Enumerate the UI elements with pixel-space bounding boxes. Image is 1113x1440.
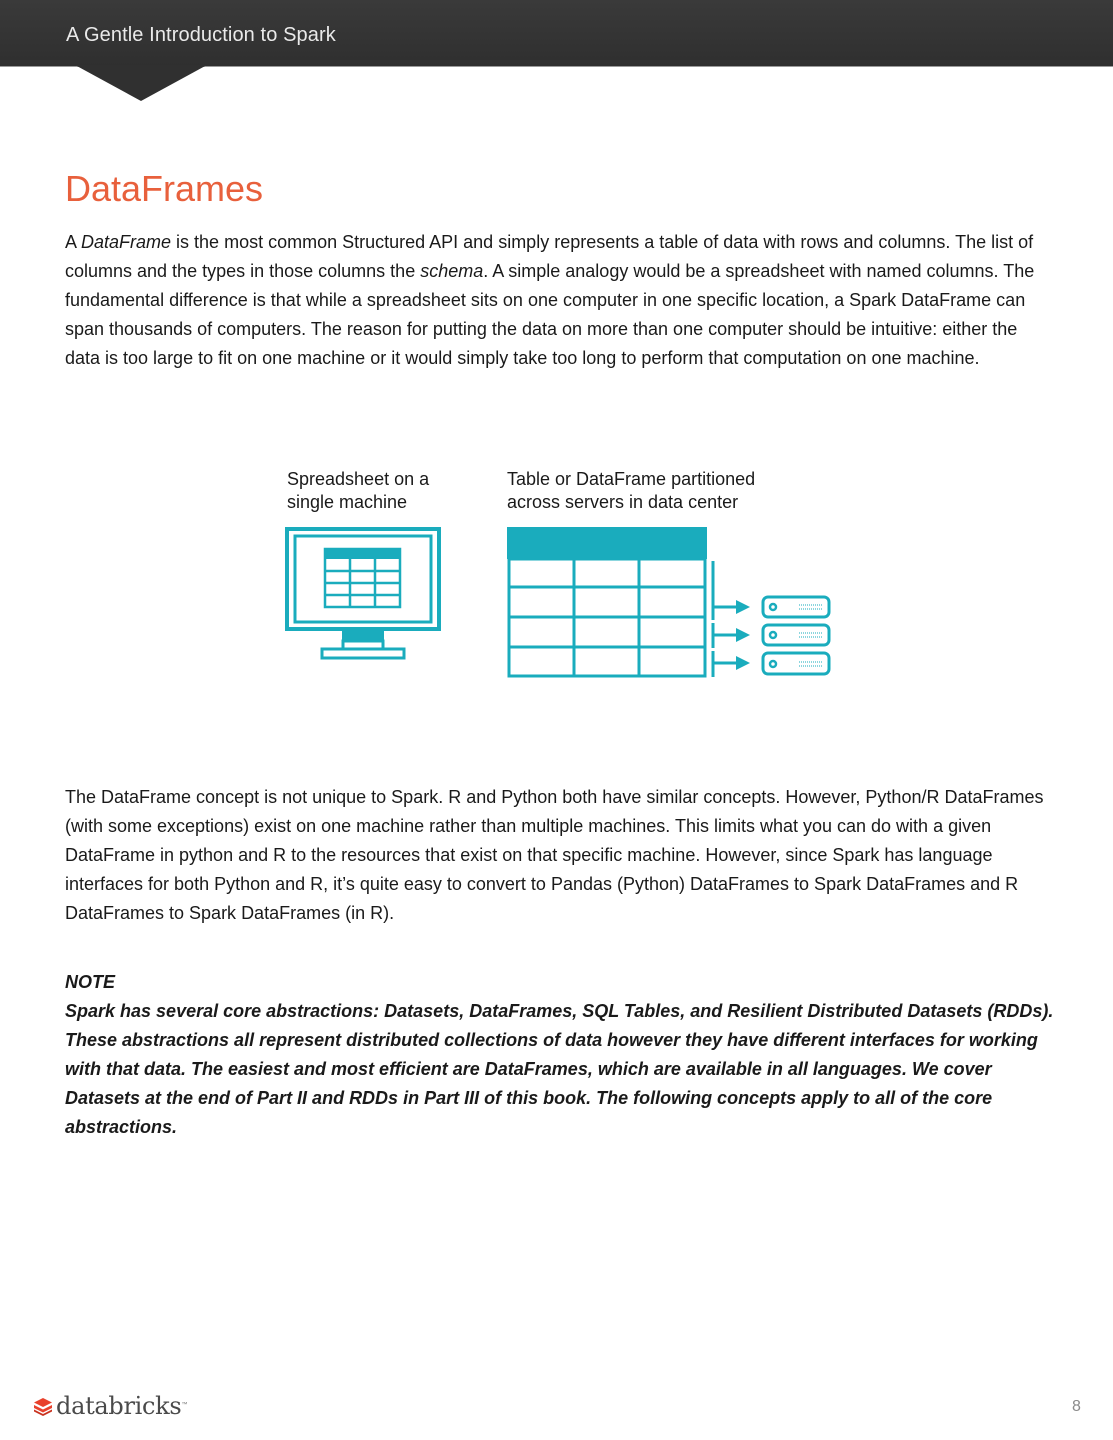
page-number: 8: [1072, 1398, 1081, 1415]
databricks-logo: [33, 1392, 187, 1420]
emphasis-schema: schema: [420, 261, 484, 281]
server-icon: [763, 653, 829, 674]
monitor-spreadsheet-icon: [287, 529, 439, 658]
comparison-paragraph: The DataFrame concept is not unique to Spark. R and Python both have similar concepts. However, Python/R DataFrames (with some exceptions) exist on one machine rather than multiple machines. This limits what you can do with a given DataFrame in python and R to the resources that exist on that specific machine. However, since Spark has language interfaces for both Python and R, it’s quite easy to convert to Pandas (Python) DataFrames to Spark DataFrames and R DataFrames to Spark DataFrames (in R).: [65, 787, 1044, 923]
diagram-caption-partitioned: Table or DataFrame partitioned across servers in data center: [507, 469, 756, 512]
text-run: is the most common Structured API and simply represents a table of data with rows and columns. The list of columns and the types in those columns the: [65, 232, 1034, 281]
header-title: A Gentle Introduction to Spark: [66, 24, 336, 46]
server-icon: [763, 625, 829, 645]
diagram-caption-spreadsheet: Spreadsheet on a single machine: [287, 469, 430, 512]
emphasis-dataframe: DataFrame: [81, 232, 172, 252]
note-text: Spark has several core abstractions: Datasets, DataFrames, SQL Tables, and Resilient Distributed Datasets (RDDs). These abstractions all represent distributed collections of data however they have different interfaces for working with that data. The easiest and most efficient are DataFrames, which are available in all languages. We cover Datasets at the end of Part II and RDDs in Part III of this book. The following concepts apply to all of the core abstractions.: [65, 1001, 1054, 1137]
text-run: . A simple analogy would be a spreadsheet with named columns. The fundamental difference is that while a spreadsheet sits on one computer in one specific location, a Spark DataFrame can span thousands of computers. The reason for putting the data on more than one computer should be intuitive: either the data is too large to fit on one machine or it would simply take too long to perform that computation on one machine.: [65, 261, 1035, 368]
note-label: NOTE: [65, 972, 116, 992]
header-notch: [75, 65, 207, 101]
partition-arrows: [713, 561, 750, 677]
page-header-bar: [0, 0, 1113, 66]
logo-trademark: ™: [181, 1402, 188, 1408]
section-title: DataFrames: [65, 168, 264, 209]
intro-paragraph: [65, 228, 1055, 373]
server-icon: [763, 597, 829, 617]
partitioned-table-icon: [507, 527, 707, 676]
text-run: A: [65, 232, 82, 252]
databricks-stack-icon: [33, 1396, 53, 1416]
logo-wordmark: databricks: [56, 1392, 182, 1420]
note-block: [65, 968, 1055, 1142]
